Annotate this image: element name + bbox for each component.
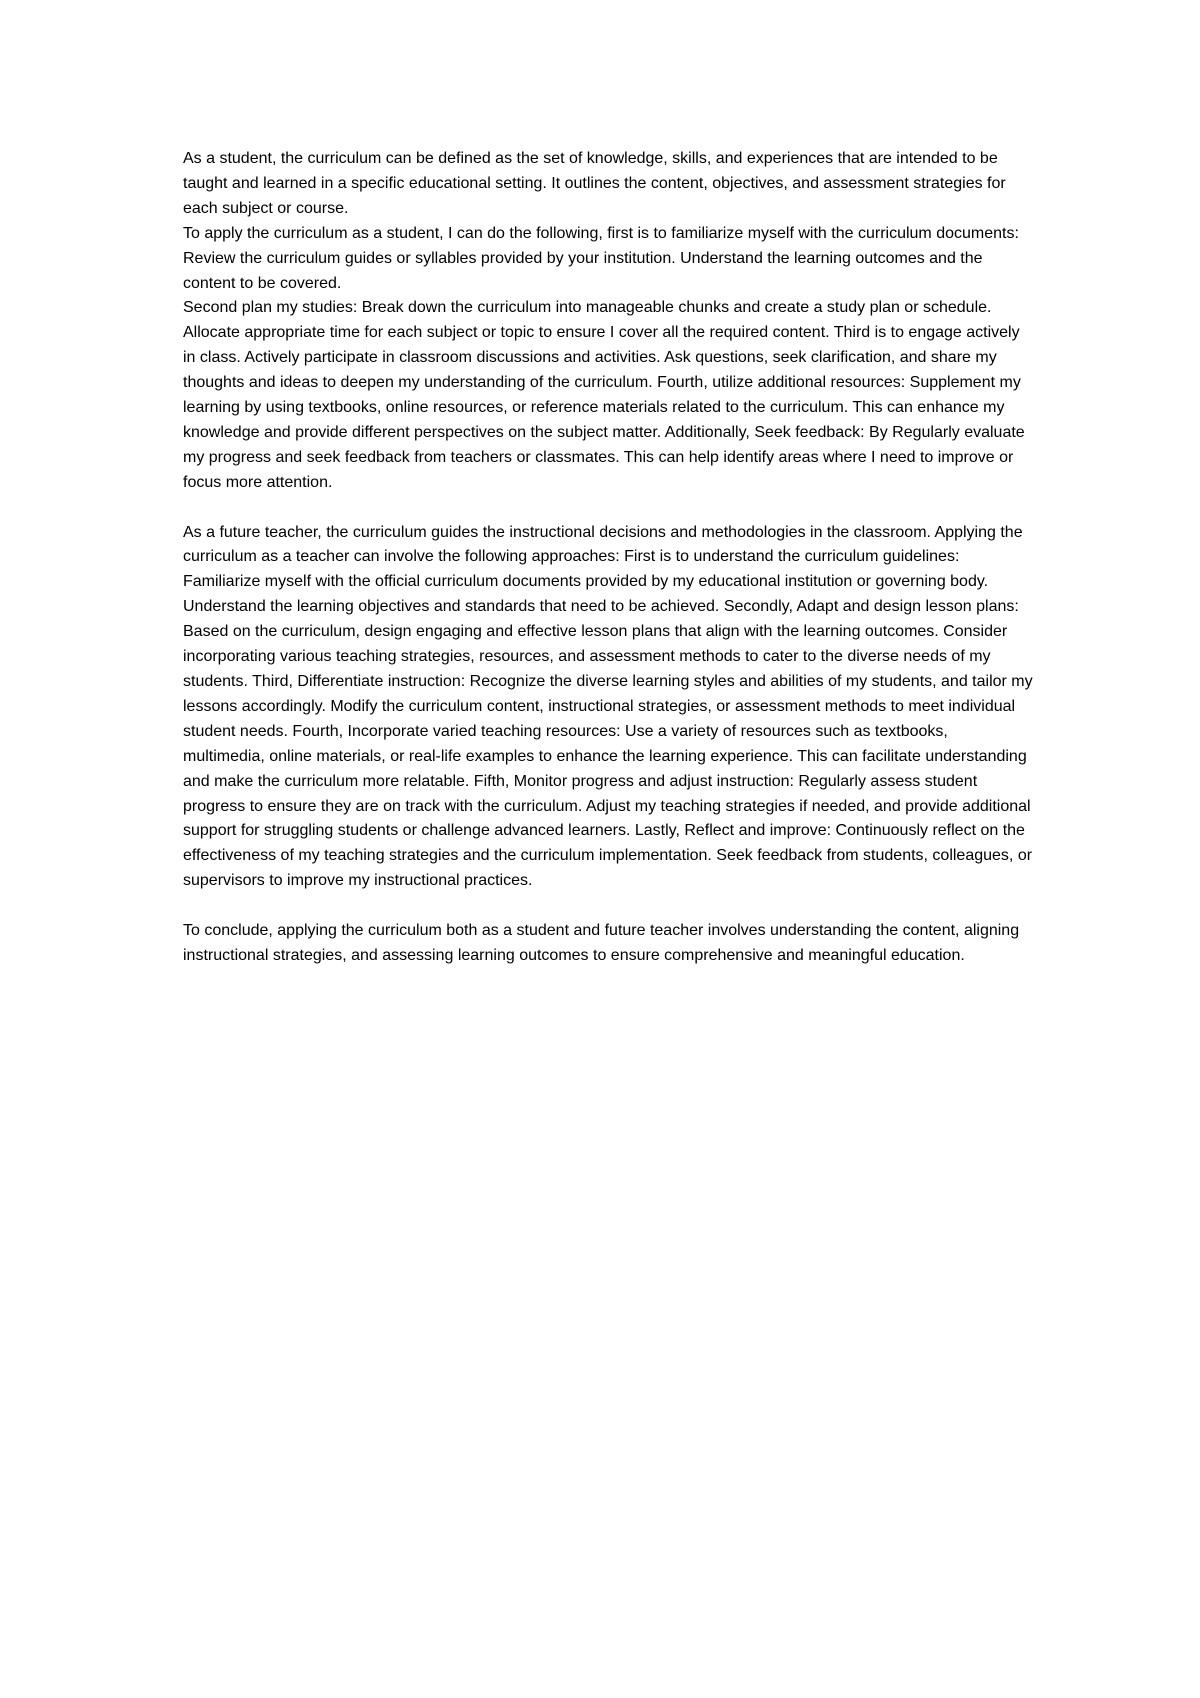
paragraph-student-steps: Second plan my studies: Break down the curriculum into manageable chunks and create a study plan or schedule. Allocate appropriate time for each subject or topic to ensure I cover all the required content. Third is to engage actively in class. Actively participate in classroom discussions and activities. Ask questions, seek clarification, and share my thoughts and ideas to deepen my understanding of the curriculum. Fourth, utilize additional resources: Supplement my learning by using textbooks, online resources, or reference materials related to the curriculum. This can enhance my knowledge and provide different perspectives on the subject matter. Additionally, Seek feedback: By Regularly evaluate my progress and seek feedback from teachers or classmates. This can help identify areas where I need to improve or focus more attention. [183,299,1025,491]
paragraph-spacer [183,894,1033,919]
paragraph-spacer [183,496,1033,521]
document-body [183,147,1033,969]
paragraph-teacher-approaches: As a future teacher, the curriculum guides the instructional decisions and methodologies in the classroom. Applying the curriculum as a teacher can involve the following approaches: First is to understand the curriculum guidelines: Familiarize myself with the official curriculum documents provided by my educational institution or governing body. Understand the learning objectives and standards that need to be achieved. Secondly, Adapt and design lesson plans: Based on the curriculum, design engaging and effective lesson plans that align with the learning outcomes. Consider incorporating various teaching strategies, resources, and assessment methods to cater to the diverse needs of my students. Third, Differentiate instruction: Recognize the diverse learning styles and abilities of my students, and tailor my lessons accordingly. Modify the curriculum content, instructional strategies, or assessment methods to meet individual student needs. Fourth, Incorporate varied teaching resources: Use a variety of resources such as textbooks, multimedia, online materials, or real-life examples to enhance the learning experience. This can facilitate understanding and make the curriculum more relatable. Fifth, Monitor progress and adjust instruction: Regularly assess student progress to ensure they are on track with the curriculum. Adjust my teaching strategies if needed, and provide additional support for struggling students or challenge advanced learners. Lastly, Reflect and improve: Continuously reflect on the effectiveness of my teaching strategies and the curriculum implementation. Seek feedback from students, colleagues, or supervisors to improve my instructional practices. [183,523,1033,890]
paragraph-conclusion: To conclude, applying the curriculum both as a student and future teacher involves understanding the content, aligning instructional strategies, and assessing learning outcomes to ensure comprehensive and meaningful education. [183,922,1020,964]
paragraph-student-definition: As a student, the curriculum can be defined as the set of knowledge, skills, and experiences that are intended to be taught and learned in a specific educational setting. It outlines the content, objectives, and assessment strategies for each subject or course. [183,150,1006,217]
paragraph-student-apply: To apply the curriculum as a student, I can do the following, first is to familiarize myself with the curriculum documents: Review the curriculum guides or syllables provided by your institution. Understand the learning outcomes and the content to be covered. [183,224,1019,292]
